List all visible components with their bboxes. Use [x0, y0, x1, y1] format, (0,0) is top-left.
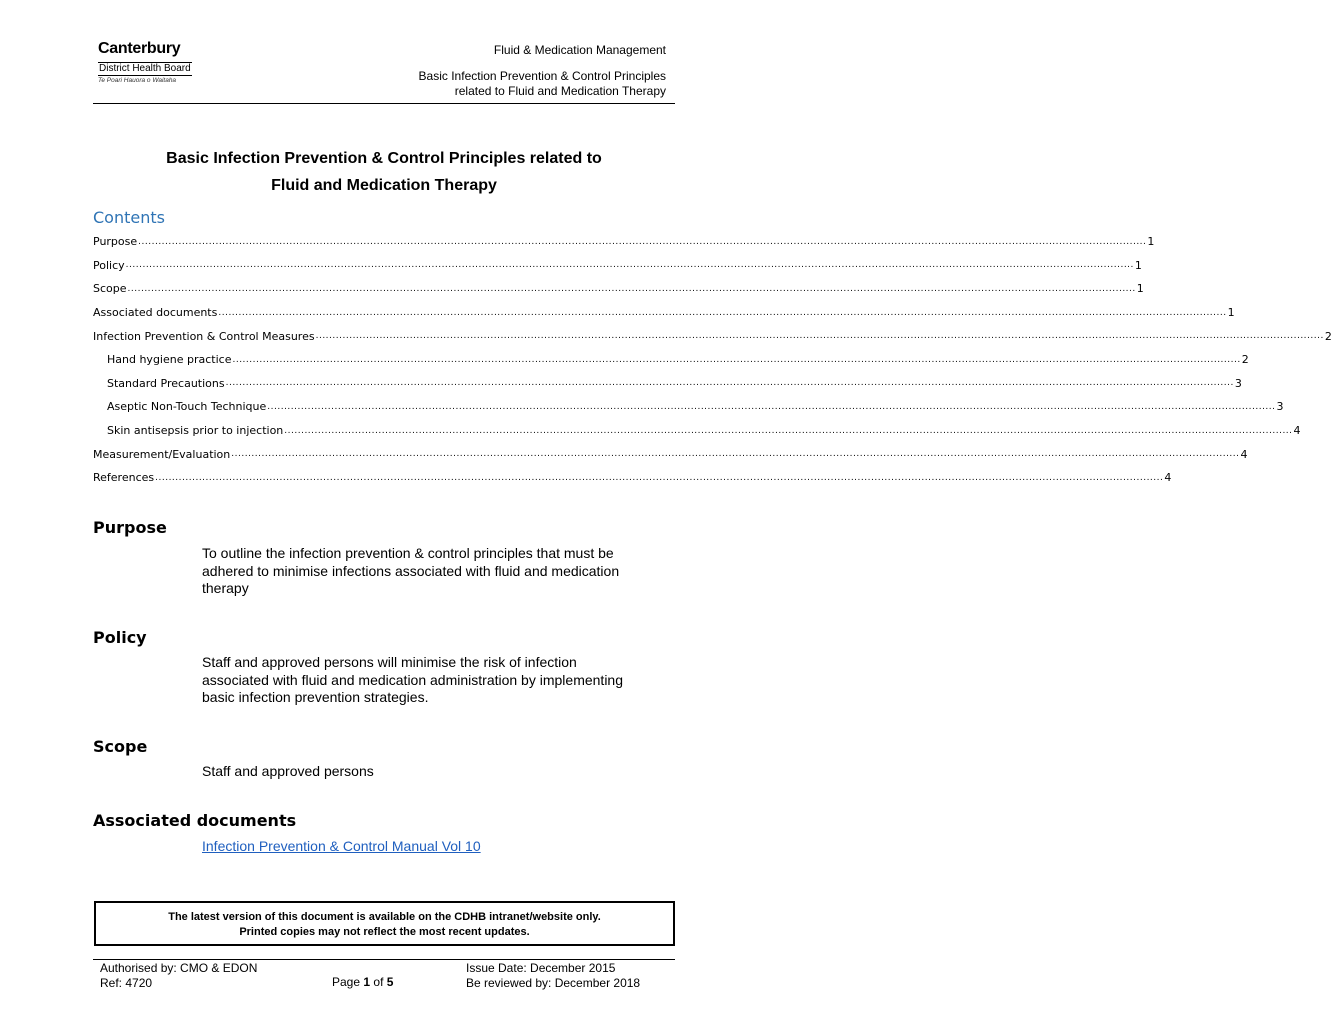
toc-item-skin-antisepsis[interactable] [93, 419, 1301, 443]
toc-page: 2 [1241, 353, 1249, 367]
toc-item-ipc-measures[interactable] [93, 324, 1332, 348]
document-title [93, 145, 675, 199]
toc-item-policy[interactable] [93, 254, 1142, 278]
footer-left [100, 961, 257, 990]
header-line-2: Basic Infection Prevention & Control Principles [418, 69, 666, 83]
page-indicator [332, 975, 393, 990]
toc-item-scope[interactable] [93, 277, 1144, 301]
toc-leader: ............................................................................................................................................................................................................................................................................................................ [138, 236, 1147, 247]
authorised-by: Authorised by: CMO & EDON [100, 961, 258, 975]
toc-page: 4 [1293, 424, 1301, 438]
toc-leader: ............................................................................................................................................................................................................................................................................................................ [127, 283, 1136, 294]
header-line-1: Fluid & Medication Management [493, 43, 666, 57]
toc-item-associated-documents[interactable] [93, 301, 1235, 325]
toc-label: Standard Precautions [107, 376, 225, 390]
toc-leader: ............................................................................................................................................................................................................................................................................................................ [231, 449, 1240, 460]
toc-page: 2 [1324, 329, 1332, 343]
notice-line-2: Printed copies may not reflect the most recent updates. [239, 925, 530, 938]
toc-item-hand-hygiene[interactable] [93, 348, 1249, 372]
policy-heading: Policy [93, 628, 147, 647]
toc-page: 1 [1136, 282, 1144, 296]
policy-line-3: basic infection prevention strategies. [202, 689, 429, 705]
title-line-1: Basic Infection Prevention & Control Principles related to [166, 150, 602, 167]
issue-date: Issue Date: December 2015 [466, 961, 616, 975]
purpose-heading: Purpose [93, 518, 167, 537]
toc-leader: ............................................................................................................................................................................................................................................................................................................ [284, 425, 1293, 436]
toc-page: 3 [1276, 400, 1284, 414]
cdhb-logo [98, 40, 198, 85]
toc-leader: ............................................................................................................................................................................................................................................................................................................ [155, 472, 1164, 483]
policy-line-1: Staff and approved persons will minimise the risk of infection [202, 654, 577, 670]
reference-number: Ref: 4720 [100, 975, 153, 990]
footer-divider [93, 959, 675, 960]
header-line-3: related to Fluid and Medication Therapy [454, 84, 666, 98]
toc-item-references[interactable] [93, 466, 1172, 490]
notice-line-1: The latest version of this document is available on the CDHB intranet/website only. [168, 911, 601, 923]
version-notice [94, 901, 675, 946]
purpose-line-2: adhered to minimise infections associated with fluid and medication [202, 562, 620, 579]
toc-label: Measurement/Evaluation [93, 447, 231, 461]
toc-leader: ............................................................................................................................................................................................................................................................................................................ [125, 260, 1134, 271]
policy-text [202, 654, 677, 707]
table-of-contents [93, 230, 1332, 490]
review-date: Be reviewed by: December 2018 [466, 975, 641, 990]
toc-label: Hand hygiene practice [107, 353, 232, 367]
toc-leader: ............................................................................................................................................................................................................................................................................................................ [315, 331, 1324, 342]
purpose-line-3: therapy [202, 580, 249, 596]
toc-label: Scope [93, 282, 127, 296]
org-maori-name: Te Poari Hauora o Waitaha [98, 77, 177, 84]
toc-item-purpose[interactable] [93, 230, 1155, 254]
header-divider [93, 103, 675, 104]
toc-page: 1 [1134, 258, 1142, 272]
toc-page: 4 [1240, 447, 1248, 461]
page-number: 1 [363, 975, 371, 989]
org-name: Canterbury [98, 40, 181, 57]
toc-page: 3 [1234, 376, 1242, 390]
page-of: of [373, 975, 384, 989]
policy-line-2: associated with fluid and medication administration by implementing [202, 671, 623, 688]
org-subtitle: District Health Board [99, 63, 191, 74]
toc-leader: ............................................................................................................................................................................................................................................................................................................ [232, 354, 1241, 365]
associated-documents-body [202, 838, 677, 856]
contents-heading: Contents [93, 208, 165, 227]
toc-item-measurement[interactable] [93, 442, 1248, 466]
toc-label: Aseptic Non-Touch Technique [107, 400, 267, 414]
toc-leader: ............................................................................................................................................................................................................................................................................................................ [225, 378, 1234, 389]
toc-page: 4 [1164, 471, 1172, 485]
scope-heading: Scope [93, 737, 148, 756]
scope-text: Staff and approved persons [202, 763, 374, 779]
page-prefix: Page [332, 975, 361, 989]
footer-right [466, 961, 640, 990]
toc-leader: ............................................................................................................................................................................................................................................................................................................ [218, 307, 1227, 318]
toc-label: Policy [93, 258, 125, 272]
title-line-2: Fluid and Medication Therapy [271, 177, 497, 194]
toc-leader: ............................................................................................................................................................................................................................................................................................................ [267, 401, 1276, 412]
associated-documents-heading: Associated documents [93, 811, 297, 830]
toc-label: Infection Prevention & Control Measures [93, 329, 315, 343]
purpose-line-1: To outline the infection prevention & control principles that must be [202, 545, 614, 561]
purpose-text [202, 545, 677, 598]
toc-label: Skin antisepsis prior to injection [107, 424, 284, 438]
header-titles [419, 43, 666, 99]
toc-item-standard-precautions[interactable] [93, 372, 1242, 396]
toc-label: References [93, 471, 155, 485]
page-total: 5 [386, 975, 394, 989]
toc-label: Associated documents [93, 306, 218, 320]
toc-item-antt[interactable] [93, 395, 1284, 419]
toc-page: 1 [1227, 306, 1235, 320]
toc-label: Purpose [93, 235, 138, 249]
toc-page: 1 [1147, 235, 1155, 249]
ipc-manual-link[interactable]: Infection Prevention & Control Manual Vol 10 [202, 838, 481, 854]
